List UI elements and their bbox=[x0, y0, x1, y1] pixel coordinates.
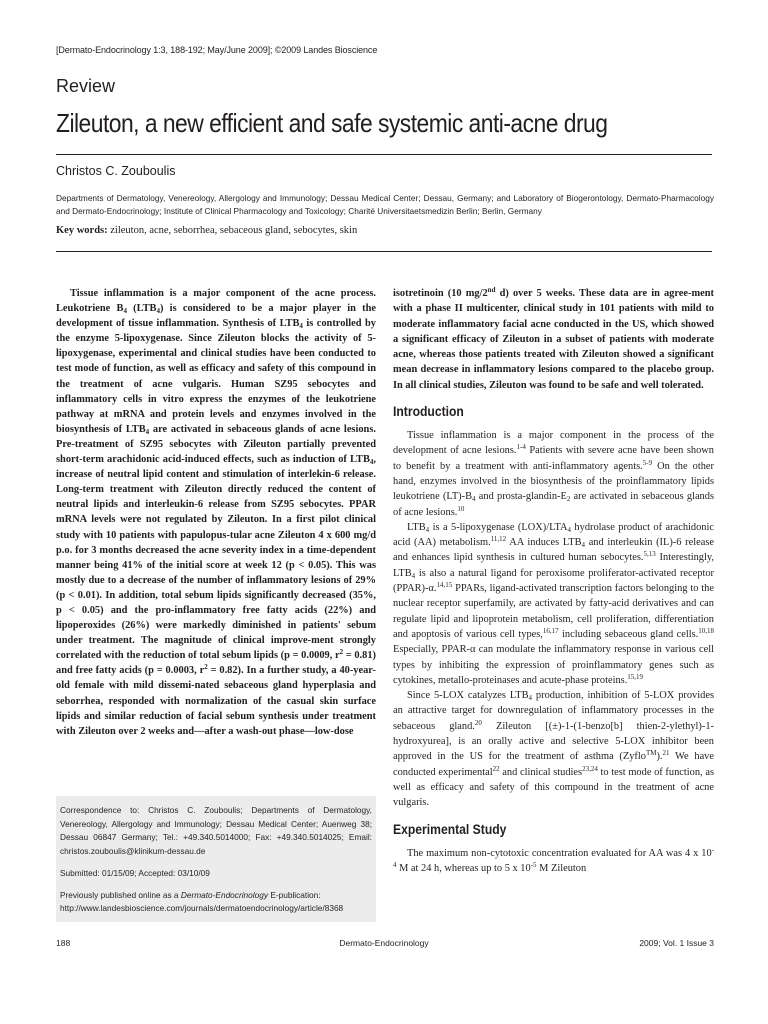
experimental-paragraph-1: The maximum non-cytotoxic concentration evaluated for AA was 4 x $10^{-4}$ M at 24 h, whereas up to 5 x $10^{-5}$ M Zileuton bbox=[393, 845, 714, 874]
affiliations: Departments of Dermatology, Venereology, Allergology and Immunology; Dessau Medical Center; Dessau, Germany; and Laboratory of Biogerontology, Dermato-Pharmacology and Dermato-Endocrinology; Institute of Clinical Pharmacology and Toxicology; Charité Universitaetsmedizin Berlin; Berlin, Germany bbox=[56, 193, 714, 216]
intro-paragraph-3: Since 5-LOX catalyzes $LTB_4$ production, inhibition of 5-LOX provides an attractive target for downregulation of inflammatory processes in the sebaceous gland.$^{20}$ Zileuton [(±)-1-(1-benzo[b] thien-2-ylethyl)-1-hydroxyurea], is an orally active and selective 5-LOX inhibitor been approved in the US for the treatment of asthma (Zyflo™).$^{21}$ We have conducted experimental$^{22}$ and clinical studies$^{23,24}$ to test mode of function, as well as efficacy and safety of this compound in the treatment of acne vulgaris. bbox=[393, 690, 714, 809]
footer-journal: Dermato-Endocrinology bbox=[339, 938, 429, 948]
submission-dates: Submitted: 01/15/09; Accepted: 03/10/09 bbox=[60, 867, 210, 878]
epublication-note: Previously published online as a Dermato-Endocrinology E-publication: http://www.landesbioscience.com/journals/dermatoendocrinology/article/8368 bbox=[60, 889, 344, 914]
header-rule bbox=[56, 154, 712, 155]
intro-paragraph-1: Tissue inflammation is a major component in the process of the development of acne lesions.$^{1-4}$ Patients with severe acne have been shown to benefit by a treatment with anti-inflammatory agents.$^{5-9}$ On the other hand, enzymes involved in the biosynthesis of the proinflammatory lipids leukotriene $(LT)-B_4$ and prosta-$glandin-E_2$ are activated in sebaceous glands of acne lesions.$^{10}$ bbox=[393, 430, 714, 518]
keywords-label: Key words: bbox=[56, 225, 108, 236]
citation-line: [Dermato-Endocrinology 1:3, 188-192; May/June 2009]; ©2009 Landes Bioscience bbox=[56, 45, 378, 55]
footer-issue: 2009; Vol. 1 Issue 3 bbox=[639, 938, 714, 948]
keywords bbox=[56, 225, 712, 236]
page-number: 188 bbox=[56, 938, 71, 948]
keywords-text: zileuton, acne, seborrhea, sebaceous gland, sebocytes, skin bbox=[110, 225, 358, 236]
intro-paragraph-2: $LTB_4$ is a 5-lipoxygenase $(LOX)/LTA_4$ hydrolase product of arachidonic acid (AA) metabolism.$^{11,12}$ AA induces $LTB_4$ and interleukin (IL)-6 release and enhances lipid synthesis in cultured human sebocytes.$^{5,13}$ Interestingly, $LTB_4$ is also a natural ligand for peroxisome proliferator-activated receptor (PPAR)-α.$^{14,15}$ PPARs, ligand-activated transcription factors belonging to the nuclear receptor superfamily, are activated by fatty-acid derivatives and can regulate lipid and lipoprotein metabolism, cell proliferation, differentiation and apoptosis of various cell types,$^{16,17}$ including sebaceous gland cells.$^{10,18}$ Especially, PPAR-α can modulate the inflammatory response in various cell types by inhibiting the expression of proinflammatory genes such as cytokines, metallo-proteinases and acute-phase proteins.$^{15,19}$ bbox=[393, 521, 714, 686]
article-url[interactable]: http://www.landesbioscience.com/journals/dermatoendocrinology/article/8368 bbox=[60, 903, 344, 914]
abstract-continued: isotretinoin (10 mg/2nd d) over 5 weeks. These data are in agree-ment with a phase II multicenter, clinical study in 101 patients with mild to moderate inflammatory facial acne conducted in the US, which showed a significant efficacy of Zileuton in a subset of patients with moderate acne, whereas those patients treated with Zileuton showed a significant mean decrease in inflammatory lesions compared to the placebo group. In all clinical studies, Zileuton was found to be safe and well tolerated. bbox=[393, 286, 714, 391]
section-label: Review bbox=[56, 76, 116, 96]
abstract: Tissue inflammation is a major component of the acne process. Leukotriene $B_4$ $(LTB_4)$ is considered to be a major player in the development of tissue inflammation. Synthesis of $LTB_4$ is controlled by the enzyme 5-lipoxygenase. Since Zileuton blocks the activity of 5-lipoxygenase, experimental and clinical studies have been conducted to test mode of function, as well as efficacy and safety of this compound in the treatment of acne vulgaris. Human SZ95 sebocytes and inflammatory cells in vitro express the enzymes of the leukotriene pathway at mRNA and protein levels and enzymes involved in the biosynthesis of $LTB_4$ are activated in sebaceous glands of acne lesions. Pre-treatment of SZ95 sebocytes with Zileuton partially prevented short-term arachidonic acid-induced effects, such as induction of $LTB_4$, increase of neutral lipid content and stimulation of interlekin-6 release. Long-term treatment with Zileuton directly reduced the content of neutral lipids and interleukin-6 release from SZ95 sebocytes. PPAR mRNA levels were not regulated by Zileuton. In a first pilot clinical study with 10 patients with papulopus-tular acne Zileuton 4 x 600 mg/d p.o. for 3 months decreased the acne severity index in a time-dependent manner being 41% of the initial score at week 12 (p < 0.05). This was mostly due to a decrease of the number of inflammatory lesions of 29% (p < 0.01). In addition, total sebum lipids significantly decreased (35%, p < 0.05) and the pro-inflammatory free fatty acids (22%) and lipoperoxides (26%) were markedly diminished in patients' sebum under treatment. The magnitude of clinical improve-ment strongly correlated with the reduction of total sebum lipids (p = 0.0009, $r^2 = 0.81$) and free fatty acids (p = 0.0003, $r^2 = 0.82$). In a further study, a 40-year-old female with mild dissemi-nated sebaceous gland hyperplasia and seborrhea, responded with normalization of the casual skin surface lipids and similar reduction of facial sebum synthesis under treatment with Zileuton over 2 weeks and—after a wash-out phase—low-dose bbox=[56, 288, 376, 737]
author-name: Christos C. Zouboulis bbox=[56, 164, 176, 178]
correspondence-text: Correspondence to: Christos C. Zouboulis; Departments of Dermatology, Venereology, Allergology and Immunology; Dessau Medical Center; Auenweg 38; Dessau 06847 Germany; Tel.: +49.340.5014000; Fax: +49.340.5014025; Email: christos.zouboulis@klinikum-dessau.de bbox=[60, 805, 372, 857]
experimental-heading: Experimental Study bbox=[393, 821, 507, 837]
correspondence-box bbox=[56, 796, 376, 922]
right-column bbox=[393, 286, 714, 876]
keywords-rule bbox=[56, 251, 712, 252]
introduction-heading: Introduction bbox=[393, 404, 464, 420]
article-title: Zileuton, a new efficient and safe systemic anti-acne drug bbox=[56, 108, 608, 138]
